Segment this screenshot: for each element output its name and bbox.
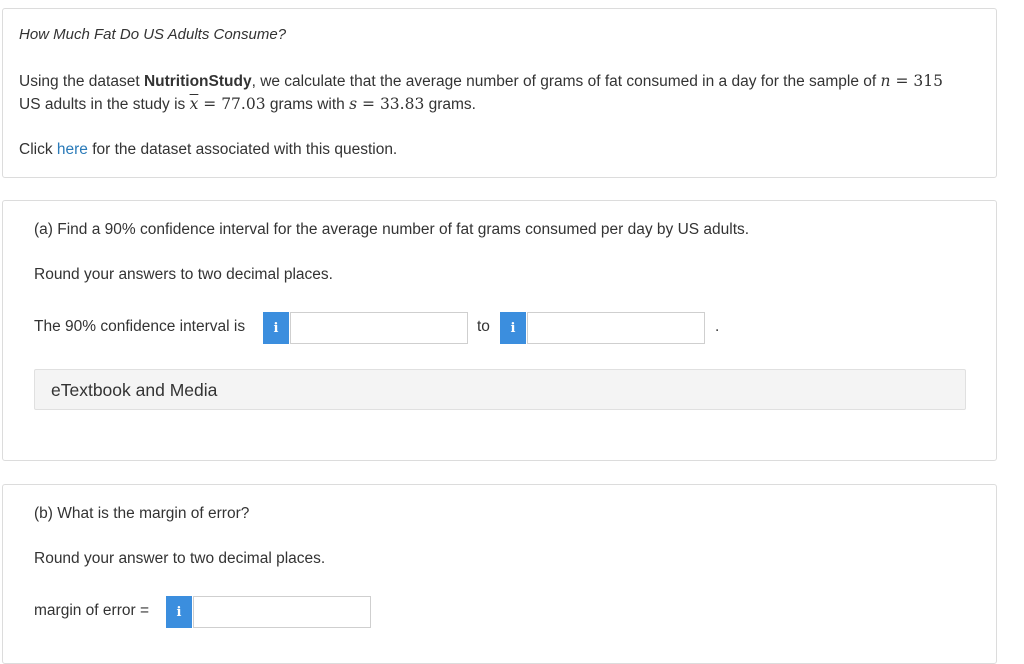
dataset-name: NutritionStudy: [143, 73, 252, 90]
s-value: 33.83: [379, 95, 425, 113]
part-b-card: [2, 484, 997, 664]
trailing-period: .: [715, 318, 720, 335]
dataset-link[interactable]: here: [56, 141, 88, 158]
lower-bound-info-icon[interactable]: i: [263, 312, 289, 344]
equals-sign: =: [357, 95, 380, 113]
n-variable: n: [880, 72, 891, 90]
upper-bound-input[interactable]: [527, 312, 705, 344]
part-b-instruction: Round your answer to two decimal places.: [34, 550, 326, 567]
upper-bound-info-icon[interactable]: i: [500, 312, 526, 344]
statement-text: , we calculate that the average number of grams of fat consumed in a day for the sample of: [251, 73, 881, 90]
click-suffix: for the dataset associated with this question.: [87, 141, 398, 158]
confidence-interval-label: The 90% confidence interval is: [34, 318, 246, 335]
problem-title: How Much Fat Do US Adults Consume?: [19, 26, 287, 43]
part-b-question: (b) What is the margin of error?: [34, 505, 250, 522]
part-a-question: (a) Find a 90% confidence interval for the average number of fat grams consumed per day by US adults.: [34, 221, 750, 238]
xbar-value: 77.03: [221, 95, 266, 113]
to-label: to: [477, 318, 490, 335]
statement-text: US adults in the study is: [19, 96, 190, 113]
statement-text: Using the dataset: [19, 73, 144, 90]
problem-statement-line-2: [19, 95, 476, 114]
s-variable: s: [349, 95, 358, 113]
margin-of-error-label: margin of error =: [34, 602, 150, 619]
click-prefix: Click: [19, 141, 57, 158]
statement-text: grams with: [265, 96, 350, 113]
sample-mean-expression: [190, 95, 266, 113]
part-a-card: [2, 200, 997, 461]
n-value: 315: [913, 72, 943, 90]
lower-bound-input[interactable]: [290, 312, 468, 344]
part-a-instruction: Round your answers to two decimal places.: [34, 266, 333, 283]
statement-text: grams.: [424, 96, 476, 113]
sample-size-expression: [881, 72, 943, 90]
xbar-variable: $\overline{x}$: [189, 95, 199, 113]
margin-of-error-input[interactable]: [193, 596, 371, 628]
etextbook-media-button[interactable]: [34, 369, 966, 410]
equals-sign: =: [198, 95, 222, 113]
margin-info-icon[interactable]: i: [166, 596, 192, 628]
problem-intro-card: [2, 8, 997, 178]
equals-sign: =: [890, 72, 914, 90]
problem-statement-line-1: [19, 72, 943, 91]
std-dev-expression: [349, 95, 424, 113]
dataset-link-line: [19, 141, 397, 159]
etextbook-media-label: eTextbook and Media: [51, 380, 218, 400]
